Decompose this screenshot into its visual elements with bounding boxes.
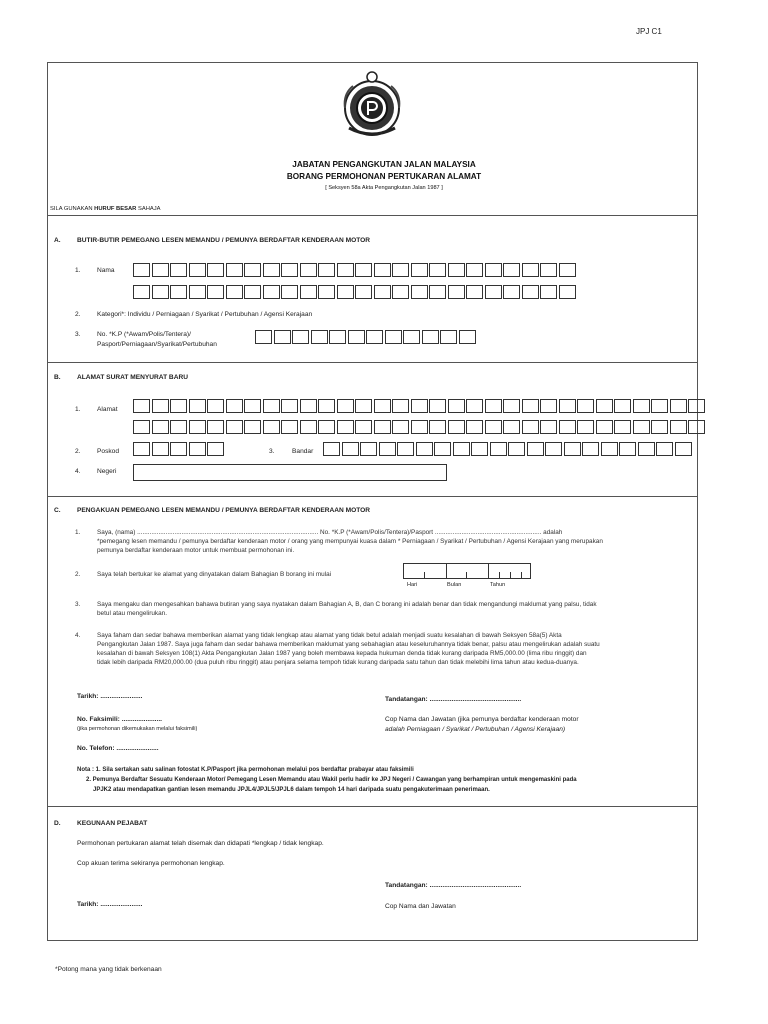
char-box[interactable] (244, 420, 261, 434)
state-input[interactable] (133, 464, 447, 481)
declaration-2: Saya telah bertukar ke alamat yang dinyatakan dalam Bahagian B borang ini mulai (97, 571, 332, 578)
char-box[interactable] (522, 399, 539, 413)
char-box[interactable] (255, 330, 272, 344)
char-box[interactable] (503, 399, 520, 413)
form-code: JPJ C1 (636, 27, 662, 36)
char-box[interactable] (411, 420, 428, 434)
char-box[interactable] (274, 330, 291, 344)
char-box[interactable] (318, 399, 335, 413)
char-box[interactable] (337, 420, 354, 434)
char-box[interactable] (300, 399, 317, 413)
char-box[interactable] (411, 399, 428, 413)
declaration-3-num: 3. (75, 601, 81, 608)
stamp-label-2: adalah Perniagaan / Syarikat / Pertubuhan / Agensi Kerajaan) (385, 726, 566, 733)
section-a-item2-num: 2. (75, 311, 81, 318)
char-box[interactable] (355, 420, 372, 434)
char-box[interactable] (411, 285, 428, 299)
char-box[interactable] (577, 399, 594, 413)
name-input-row-2[interactable] (133, 285, 577, 299)
section-d-letter: D. (54, 820, 61, 827)
char-box[interactable] (596, 399, 613, 413)
date-day-label: Hari (407, 582, 418, 588)
char-box[interactable] (411, 263, 428, 277)
char-box[interactable] (281, 263, 298, 277)
footnote: *Potong mana yang tidak berkenaan (55, 966, 162, 973)
id-number-label-1: No. *K.P (*Awam/Polis/Tentera)/ (97, 331, 191, 338)
char-box[interactable] (133, 420, 150, 434)
section-b-item3-num: 3. (269, 448, 275, 455)
declaration-1: Saya, (nama) ...................................................................................................... No. *K.P (*Awam/Polis/Tentera)/Pasport ............................................................ adalah *pemegang lesen memandu / pemunya berdaftar kenderaan motor / orang yang mempunyai kuasa dalam * Perniagaan / Syarikat / Pertubuhan / Agensi Kerajaan yang merupakan pemunya berdaftar kenderaan motor untuk membuat permohonan ini. (97, 529, 603, 554)
category-label: Kategori*: Individu / Perniagaan / Syarikat / Pertubuhan / Agensi Kerajaan (97, 311, 313, 318)
char-box[interactable] (189, 420, 206, 434)
note-2: 2. Pemunya Berdaftar Sesuatu Kenderaan Motor/ Pemegang Lesen Memandu atau Wakil perlu hadir ke JPJ Negeri / Cawangan yang berhampiran untuk mengemaskini pada (86, 777, 577, 783)
divider (47, 806, 698, 807)
id-number-input[interactable] (255, 330, 477, 344)
char-box[interactable] (485, 420, 502, 434)
char-box[interactable] (619, 442, 636, 456)
jpj-crest-logo (335, 68, 409, 144)
char-box[interactable] (651, 420, 668, 434)
char-box[interactable] (263, 420, 280, 434)
char-box[interactable] (189, 263, 206, 277)
char-box[interactable] (429, 285, 446, 299)
section-b-letter: B. (54, 374, 61, 381)
char-box[interactable] (490, 442, 507, 456)
char-box[interactable] (466, 399, 483, 413)
instruction: SILA GUNAKAN HURUF BESAR SAHAJA (50, 206, 161, 212)
char-box[interactable] (522, 263, 539, 277)
signature-field[interactable]: Tandatangan: .................................................. (385, 696, 522, 703)
section-b-item4-num: 4. (75, 468, 81, 475)
char-box[interactable] (281, 285, 298, 299)
phone-field[interactable]: No. Telefon: ....................... (77, 745, 159, 752)
char-box[interactable] (466, 285, 483, 299)
section-a-letter: A. (54, 237, 61, 244)
char-box[interactable] (207, 420, 224, 434)
char-box[interactable] (429, 420, 446, 434)
char-box[interactable] (540, 263, 557, 277)
char-box[interactable] (207, 399, 224, 413)
char-box[interactable] (281, 420, 298, 434)
char-box[interactable] (485, 285, 502, 299)
city-input[interactable] (323, 442, 693, 456)
postcode-input[interactable] (133, 442, 226, 456)
char-box[interactable] (614, 420, 631, 434)
char-box[interactable] (545, 442, 562, 456)
char-box[interactable] (337, 263, 354, 277)
char-box[interactable] (540, 420, 557, 434)
declaration-1-num: 1. (75, 529, 81, 536)
char-box[interactable] (292, 330, 309, 344)
char-box[interactable] (527, 442, 544, 456)
char-box[interactable] (337, 285, 354, 299)
char-box[interactable] (170, 399, 187, 413)
char-box[interactable] (355, 399, 372, 413)
char-box[interactable] (582, 442, 599, 456)
char-box[interactable] (226, 399, 243, 413)
declaration-4: Saya faham dan sedar bahawa memberikan alamat yang tidak lengkap atau alamat yang tidak betul adalah menjadi suatu kesalahan di bawah Seksyen 58a(5) Akta Pengangkutan Jalan 1987. Saya juga faham dan sedar bahawa memberikan maklumat yang sebahagian atau keseluruhannya tidak benar, palsu atau mengelirukan adalah suatu kesalahan di bawah Seksyen 108(1) Akta Pengangkutan Jalan 1987 yang boleh membawa kepada hukuman denda tidak kurang daripada RM5,000.00 (lima ribu ringgit) dan tidak lebih daripada RM20,000.00 (dua puluh ribu ringgit) atau penjara selama tempoh tidak kurang daripada satu tahun dan tidak melebihi lima tahun atau kedua-duanya. (97, 632, 600, 666)
declaration-4-num: 4. (75, 632, 81, 639)
id-number-label-2: Pasport/Perniagaan/Syarikat/Pertubuhan (97, 341, 217, 348)
char-box[interactable] (670, 399, 687, 413)
header-title-1: JABATAN PENGANGKUTAN JALAN MALAYSIA (292, 160, 476, 169)
office-stamp-text: Cop akuan terima sekiranya permohonan lengkap. (77, 860, 225, 867)
office-signature-field[interactable]: Tandatangan: .................................................. (385, 882, 522, 889)
form-frame (47, 62, 698, 941)
char-box[interactable] (300, 420, 317, 434)
char-box[interactable] (226, 285, 243, 299)
char-box[interactable] (300, 285, 317, 299)
char-box[interactable] (559, 399, 576, 413)
section-a-item3-num: 3. (75, 331, 81, 338)
name-label: Nama (97, 267, 115, 274)
char-box[interactable] (522, 285, 539, 299)
char-box[interactable] (656, 442, 673, 456)
char-box[interactable] (601, 442, 618, 456)
char-box[interactable] (559, 285, 576, 299)
stamp-label-1: Cop Nama dan Jawatan (jika pemunya berdaftar kenderaan motor (385, 716, 579, 723)
char-box[interactable] (453, 442, 470, 456)
char-box[interactable] (152, 420, 169, 434)
char-box[interactable] (226, 263, 243, 277)
char-box[interactable] (392, 263, 409, 277)
note-1: Nota : 1. Sila sertakan satu salinan fotostat K.P/Pasport jika permohonan melalui pos berdaftar prabayar atau faksimili (77, 767, 414, 773)
section-d-title: KEGUNAAN PEJABAT (77, 820, 148, 827)
char-box[interactable] (508, 442, 525, 456)
declaration-3: Saya mengaku dan mengesahkan bahawa butiran yang saya nyatakan dalam Bahagian A, B, dan C borang ini adalah benar dan tidak mengandungi maklumat yang palsu, tidak betul atau mengelirukan. (97, 601, 597, 617)
char-box[interactable] (281, 399, 298, 413)
fax-note: (jika permohonan dikemukakan melalui faksimili) (77, 726, 198, 732)
char-box[interactable] (318, 420, 335, 434)
char-box[interactable] (311, 330, 328, 344)
char-box[interactable] (651, 399, 668, 413)
char-box[interactable] (170, 285, 187, 299)
char-box[interactable] (355, 263, 372, 277)
char-box[interactable] (440, 330, 457, 344)
char-box[interactable] (559, 420, 576, 434)
divider (47, 496, 698, 497)
char-box[interactable] (670, 420, 687, 434)
address-label: Alamat (97, 406, 118, 413)
char-box[interactable] (244, 285, 261, 299)
char-box[interactable] (385, 330, 402, 344)
char-box[interactable] (360, 442, 377, 456)
char-box[interactable] (263, 285, 280, 299)
char-box[interactable] (300, 263, 317, 277)
char-box[interactable] (374, 420, 391, 434)
office-check-text: Permohonan pertukaran alamat telah disemak dan didapati *lengkap / tidak lengkap. (77, 840, 324, 847)
char-box[interactable] (559, 263, 576, 277)
char-box[interactable] (403, 330, 420, 344)
char-box[interactable] (392, 420, 409, 434)
char-box[interactable] (318, 263, 335, 277)
char-box[interactable] (170, 420, 187, 434)
char-box[interactable] (522, 420, 539, 434)
char-box[interactable] (152, 399, 169, 413)
char-box[interactable] (466, 420, 483, 434)
char-box[interactable] (392, 285, 409, 299)
char-box[interactable] (638, 442, 655, 456)
char-box[interactable] (318, 285, 335, 299)
office-stamp-label: Cop Nama dan Jawatan (385, 903, 456, 910)
char-box[interactable] (485, 263, 502, 277)
char-box[interactable] (189, 442, 206, 456)
char-box[interactable] (207, 263, 224, 277)
char-box[interactable] (263, 263, 280, 277)
char-box[interactable] (329, 330, 346, 344)
char-box[interactable] (170, 263, 187, 277)
char-box[interactable] (392, 399, 409, 413)
char-box[interactable] (633, 399, 650, 413)
char-box[interactable] (374, 285, 391, 299)
char-box[interactable] (564, 442, 581, 456)
char-box[interactable] (207, 285, 224, 299)
note-3: JPJK2 atau mendapatkan gantian lesen memandu JPJL4/JPJL5/JPJL6 dalam tempoh 14 hari daripada suatu pengakuterimaan penerimaan. (93, 787, 490, 793)
section-b-item2-num: 2. (75, 448, 81, 455)
char-box[interactable] (503, 285, 520, 299)
char-box[interactable] (633, 420, 650, 434)
char-box[interactable] (422, 330, 439, 344)
char-box[interactable] (133, 399, 150, 413)
char-box[interactable] (152, 442, 169, 456)
char-box[interactable] (355, 285, 372, 299)
char-box[interactable] (366, 330, 383, 344)
char-box[interactable] (379, 442, 396, 456)
char-box[interactable] (503, 263, 520, 277)
char-box[interactable] (244, 263, 261, 277)
section-a-item1-num: 1. (75, 267, 81, 274)
char-box[interactable] (429, 399, 446, 413)
char-box[interactable] (429, 263, 446, 277)
char-box[interactable] (416, 442, 433, 456)
move-date-input[interactable] (403, 563, 531, 579)
char-box[interactable] (337, 399, 354, 413)
char-box[interactable] (466, 263, 483, 277)
char-box[interactable] (540, 399, 557, 413)
char-box[interactable] (133, 263, 150, 277)
office-date-field[interactable]: Tarikh: ....................... (77, 901, 143, 908)
char-box[interactable] (503, 420, 520, 434)
char-box[interactable] (374, 399, 391, 413)
header-reference: [ Seksyen 58a Akta Pengangkutan Jalan 1987 ] (325, 185, 443, 191)
char-box[interactable] (614, 399, 631, 413)
date-field[interactable]: Tarikh: ....................... (77, 693, 143, 700)
char-box[interactable] (226, 420, 243, 434)
char-box[interactable] (342, 442, 359, 456)
char-box[interactable] (434, 442, 451, 456)
section-b-title: ALAMAT SURAT MENYURAT BARU (77, 374, 188, 381)
char-box[interactable] (189, 399, 206, 413)
declaration-2-num: 2. (75, 571, 81, 578)
char-box[interactable] (688, 420, 705, 434)
char-box[interactable] (133, 442, 150, 456)
section-c-title: PENGAKUAN PEMEGANG LESEN MEMANDU / PEMUNYA BERDAFTAR KENDERAAN MOTOR (77, 507, 371, 514)
char-box[interactable] (448, 263, 465, 277)
char-box[interactable] (675, 442, 692, 456)
char-box[interactable] (448, 285, 465, 299)
char-box[interactable] (448, 420, 465, 434)
city-label: Bandar (292, 448, 314, 455)
char-box[interactable] (133, 285, 150, 299)
address-input-row-1[interactable] (133, 399, 707, 413)
char-box[interactable] (459, 330, 476, 344)
char-box[interactable] (170, 442, 187, 456)
address-input-row-2[interactable] (133, 420, 707, 434)
char-box[interactable] (348, 330, 365, 344)
section-a-title: BUTIR-BUTIR PEMEGANG LESEN MEMANDU / PEMUNYA BERDAFTAR KENDERAAN MOTOR (77, 237, 371, 244)
char-box[interactable] (374, 263, 391, 277)
date-month-label: Bulan (447, 582, 462, 588)
section-c-letter: C. (54, 507, 61, 514)
postcode-label: Poskod (97, 448, 119, 455)
section-b-item1-num: 1. (75, 406, 81, 413)
char-box[interactable] (207, 442, 224, 456)
char-box[interactable] (189, 285, 206, 299)
char-box[interactable] (323, 442, 340, 456)
fax-field[interactable]: No. Faksimili: ...................... (77, 716, 163, 723)
char-box[interactable] (152, 285, 169, 299)
char-box[interactable] (263, 399, 280, 413)
date-year-label: Tahun (490, 582, 506, 588)
header-title-2: BORANG PERMOHONAN PERTUKARAN ALAMAT (286, 172, 482, 181)
state-label: Negeri (97, 468, 117, 475)
char-box[interactable] (244, 399, 261, 413)
char-box[interactable] (596, 420, 613, 434)
char-box[interactable] (485, 399, 502, 413)
char-box[interactable] (577, 420, 594, 434)
char-box[interactable] (540, 285, 557, 299)
divider (47, 215, 698, 216)
char-box[interactable] (688, 399, 705, 413)
char-box[interactable] (397, 442, 414, 456)
char-box[interactable] (152, 263, 169, 277)
char-box[interactable] (471, 442, 488, 456)
name-input-row-1[interactable] (133, 263, 577, 277)
char-box[interactable] (448, 399, 465, 413)
divider (47, 362, 698, 363)
